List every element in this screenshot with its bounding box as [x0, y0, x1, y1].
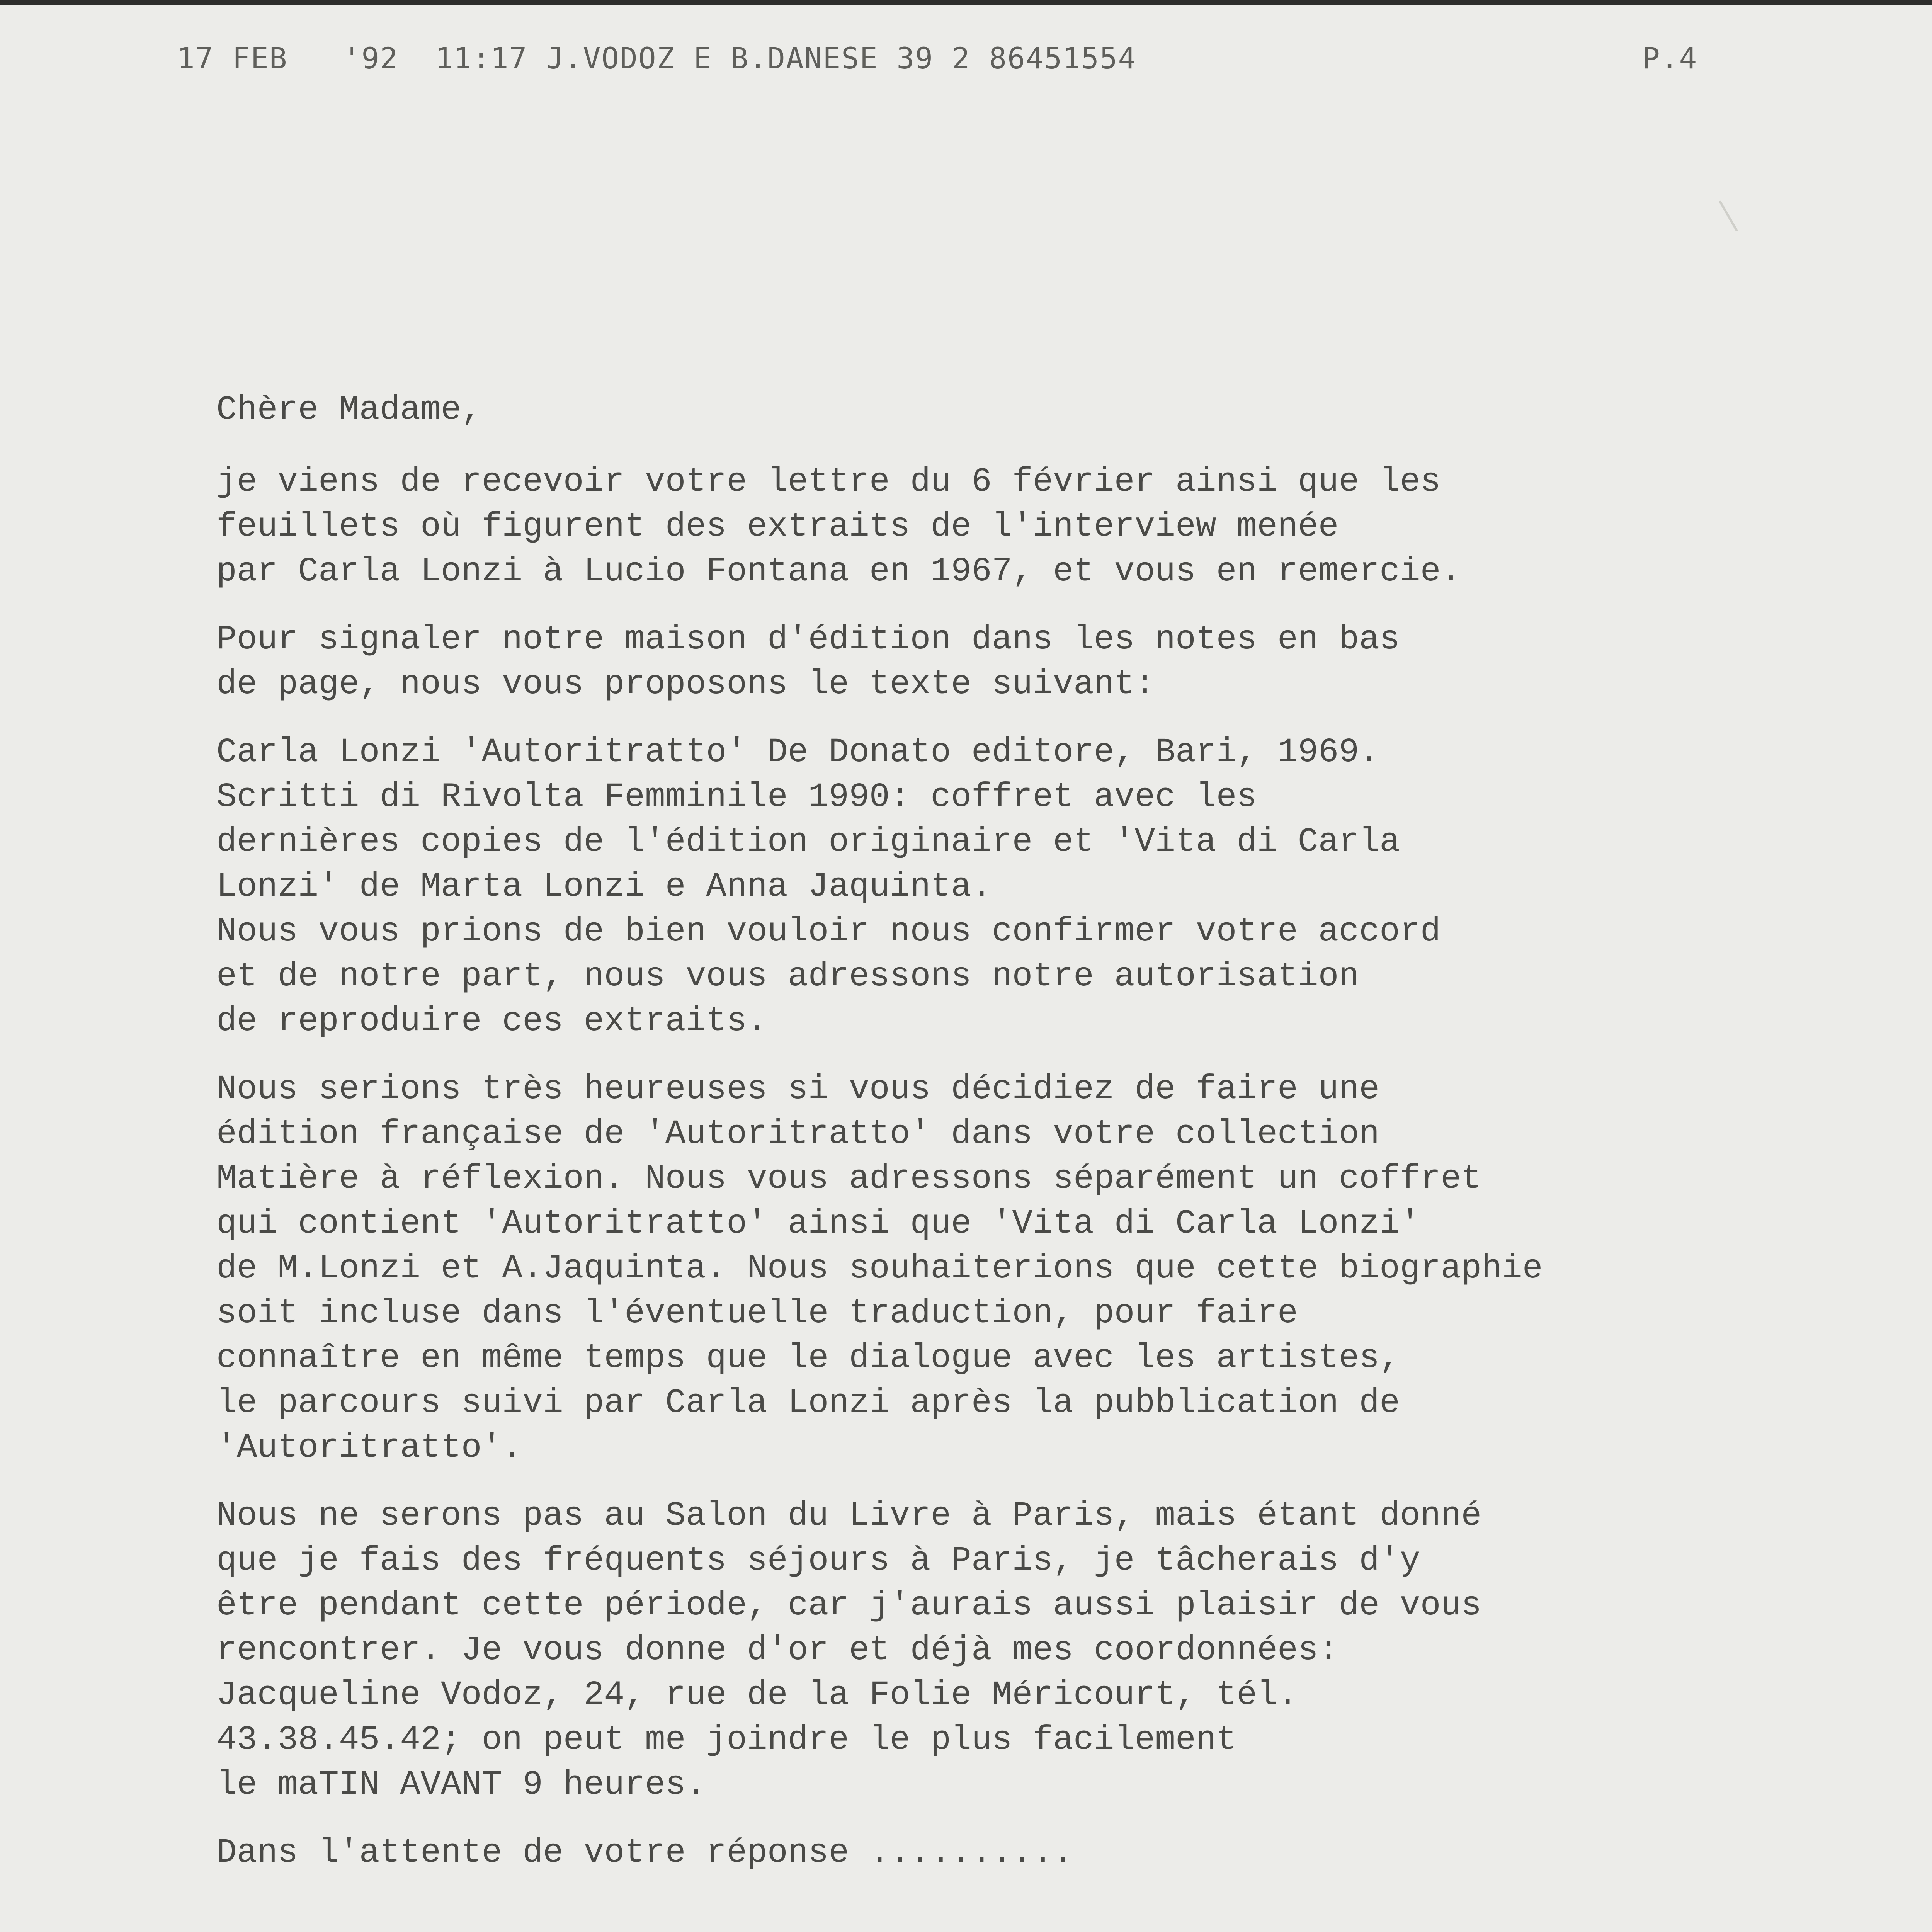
- fax-header-line: 17 FEB '92 11:17 J.VODOZ E B.DANESE 39 2 86451554: [177, 41, 1137, 75]
- fax-transmission-header: [0, 41, 1932, 87]
- letter-paragraph-contact-details: Nous ne serons pas au Salon du Livre à Paris, mais étant donné que je fais des fréquents séjours à Paris, je tâcherais d'y être pendant cette période, car j'aurais aussi plaisir de vous rencontrer. Je vous donne d'or et déjà mes coordonnées: Jacqueline Vodoz, 24, rue de la Folie Méricourt, tél. 43.38.45.42; on peut me joindre le plus facilement le maTIN AVANT 9 heures.: [216, 1497, 1482, 1804]
- document-page: [0, 5, 1932, 1932]
- letter-paragraph-credit-text: Carla Lonzi 'Autoritratto' De Donato editore, Bari, 1969. Scritti di Rivolta Femminile 1990: coffret avec les dernières copies de l'édition originaire et 'Vita di Carla Lonzi' de Marta Lonzi e Anna Jaquinta. Nous vous prions de bien vouloir nous confirmer votre accord et de notre part, nous vous adressons notre autorisation de reproduire ces extraits.: [216, 733, 1441, 1041]
- letter-paragraph-thanks: je viens de recevoir votre lettre du 6 février ainsi que les feuillets où figurent des extraits de l'interview menée par Carla Lonzi à Lucio Fontana en 1967, et vous en remercie.: [216, 463, 1461, 591]
- letter-paragraph-credit-request: Pour signaler notre maison d'édition dans les notes en bas de page, nous vous proposons le texte suivant:: [216, 621, 1400, 704]
- letter-salutation: Chère Madame,: [216, 391, 482, 429]
- letter-body: [216, 388, 1839, 1876]
- paper-crease-mark: [1719, 201, 1738, 232]
- fax-page-number: P.4: [1642, 41, 1698, 75]
- letter-closing: Dans l'attente de votre réponse ..........: [216, 1834, 1073, 1872]
- letter-paragraph-translation-proposal: Nous serions très heureuses si vous décidiez de faire une édition française de 'Autoritratto' dans votre collection Matière à réflexion. Nous vous adressons séparément un coffret qui contient 'Autoritratto' ainsi que 'Vita di Carla Lonzi' de M.Lonzi et A.Jaquinta. Nous souhaiterions que cette biographie soit incluse dans l'éventuelle traduction, pour faire connaître en même temps que le dialogue avec les artistes, le parcours suivi par Carla Lonzi après la pubblication de 'Autoritratto'.: [216, 1070, 1543, 1467]
- scan-top-edge: [0, 0, 1932, 5]
